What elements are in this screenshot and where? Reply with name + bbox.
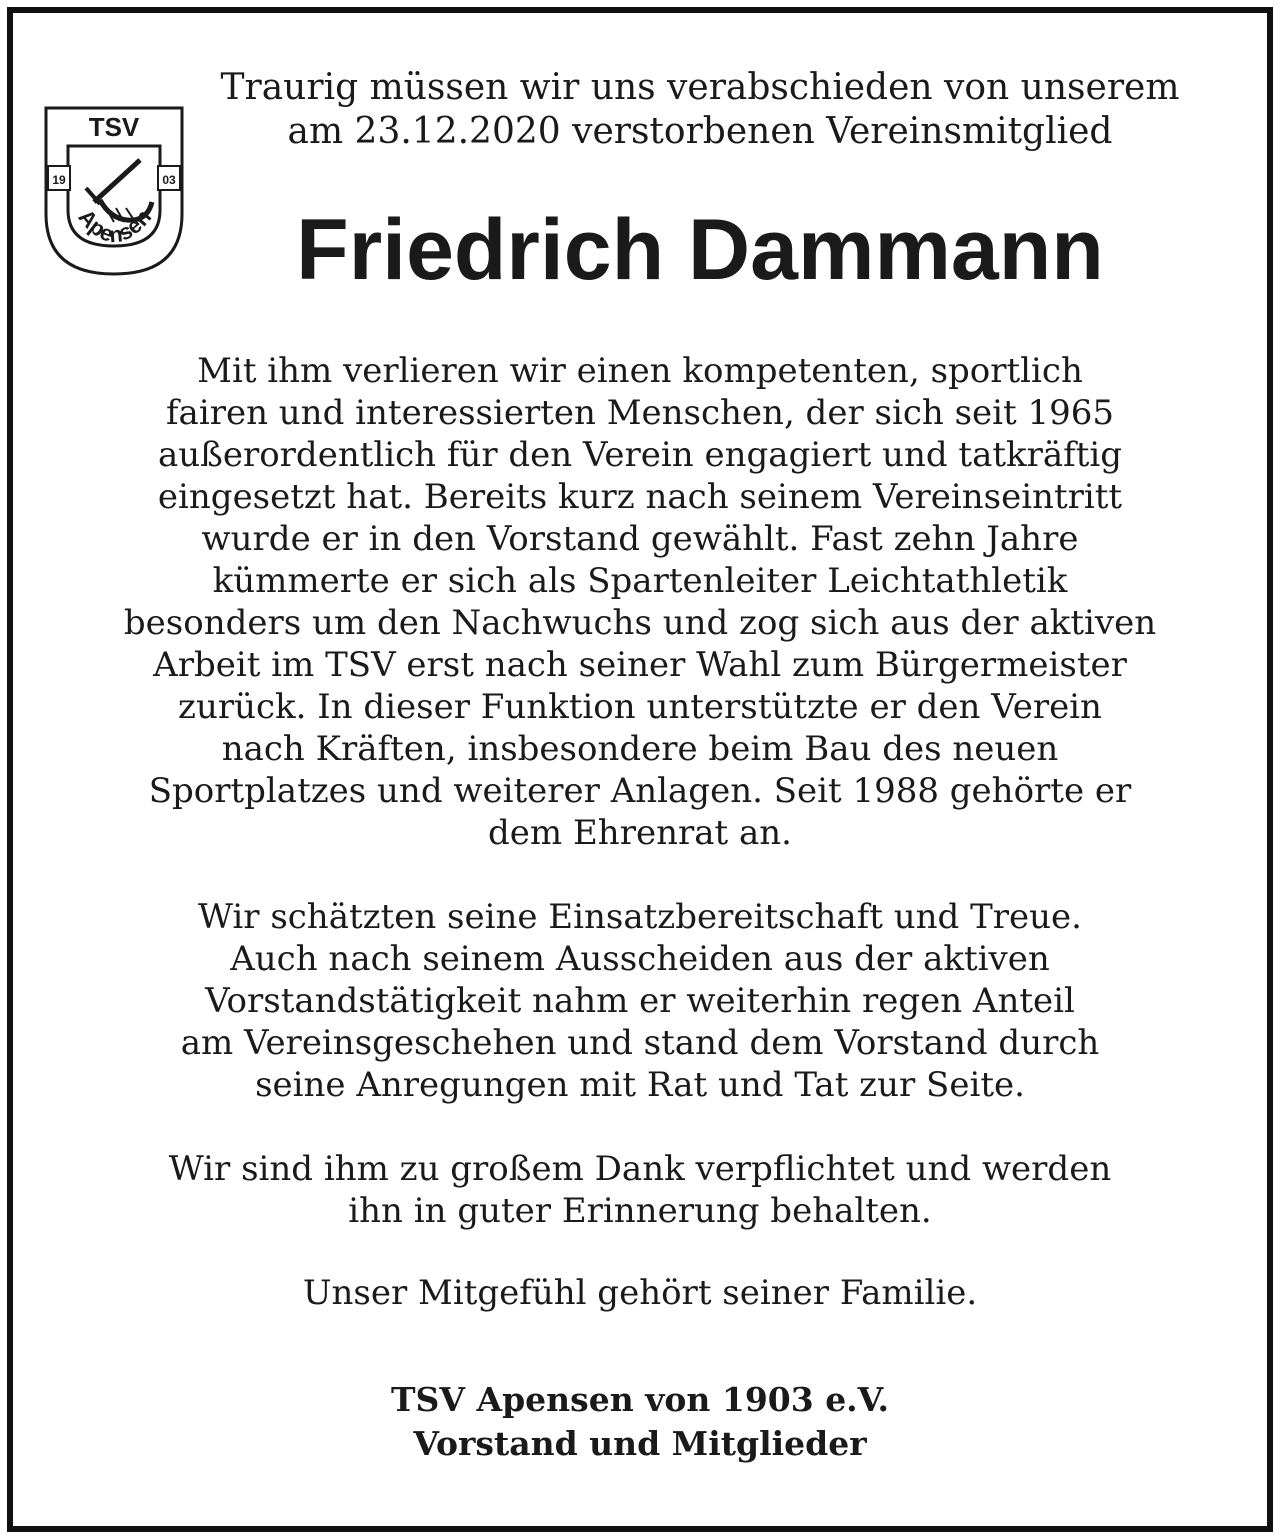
- text-line: zurück. In dieser Funktion unterstützte er den Verein: [178, 687, 1102, 727]
- paragraph-gratitude: [40, 1148, 1240, 1232]
- logo-year-right: 03: [162, 173, 176, 187]
- logo-year-left: 19: [52, 173, 66, 187]
- obituary-body: [40, 350, 1240, 1356]
- text-line: Arbeit im TSV erst nach seiner Wahl zum Bürgermeister: [153, 645, 1127, 685]
- text-line: Wir schätzten seine Einsatzbereitschaft und Treue.: [198, 897, 1082, 937]
- paragraph-appreciation: [40, 896, 1240, 1106]
- text-line: Auch nach seinem Ausscheiden aus der aktiven: [230, 939, 1050, 979]
- text-line: besonders um den Nachwuchs und zog sich aus der aktiven: [123, 603, 1157, 643]
- text-line: seine Anregungen mit Rat und Tat zur Seite.: [255, 1065, 1025, 1105]
- text-line: eingesetzt hat. Bereits kurz nach seinem Vereinseintritt: [157, 477, 1123, 517]
- text-line: Wir sind ihm zu großem Dank verpflichtet und werden: [168, 1149, 1112, 1189]
- text-line: Mit ihm verlieren wir einen kompetenten, sportlich: [197, 351, 1083, 391]
- club-logo: [40, 104, 188, 278]
- text-line: Sportplatzes und weiterer Anlagen. Seit 1988 gehörte er: [148, 771, 1132, 811]
- text-line: Unser Mitgefühl gehört seiner Familie.: [302, 1273, 978, 1313]
- paragraph-condolence: [40, 1272, 1240, 1314]
- text-line: am Vereinsgeschehen und stand dem Vorstand durch: [180, 1023, 1100, 1063]
- signatories: Vorstand und Mitglieder: [413, 1424, 867, 1463]
- club-name: TSV Apensen von 1903 e.V.: [390, 1380, 889, 1419]
- deceased-name: Friedrich Dammann: [296, 202, 1104, 298]
- intro-line: am 23.12.2020 verstorbenen Vereinsmitglied: [287, 111, 1113, 152]
- text-line: ihn in guter Erinnerung behalten.: [348, 1191, 932, 1231]
- text-line: wurde er in den Vorstand gewählt. Fast zehn Jahre: [201, 519, 1079, 559]
- text-line: nach Kräften, insbesondere beim Bau des neuen: [221, 729, 1059, 769]
- signature-block: [40, 1378, 1240, 1466]
- intro-text: [200, 66, 1200, 154]
- intro-line: Traurig müssen wir uns verabschieden von unserem: [220, 67, 1180, 108]
- text-line: fairen und interessierten Menschen, der sich seit 1965: [165, 393, 1115, 433]
- logo-label-top: TSV: [88, 112, 140, 142]
- text-line: Vorstandstätigkeit nahm er weiterhin regen Anteil: [205, 981, 1075, 1021]
- shield-emblem-icon: [40, 104, 188, 278]
- text-line: dem Ehrenrat an.: [488, 813, 792, 853]
- paragraph-tribute: [40, 350, 1240, 854]
- text-line: außerordentlich für den Verein engagiert und tatkräftig: [157, 435, 1123, 475]
- logo-label-bottom: Apensen: [73, 204, 157, 248]
- text-line: kümmerte er sich als Spartenleiter Leichtathletik: [212, 561, 1068, 601]
